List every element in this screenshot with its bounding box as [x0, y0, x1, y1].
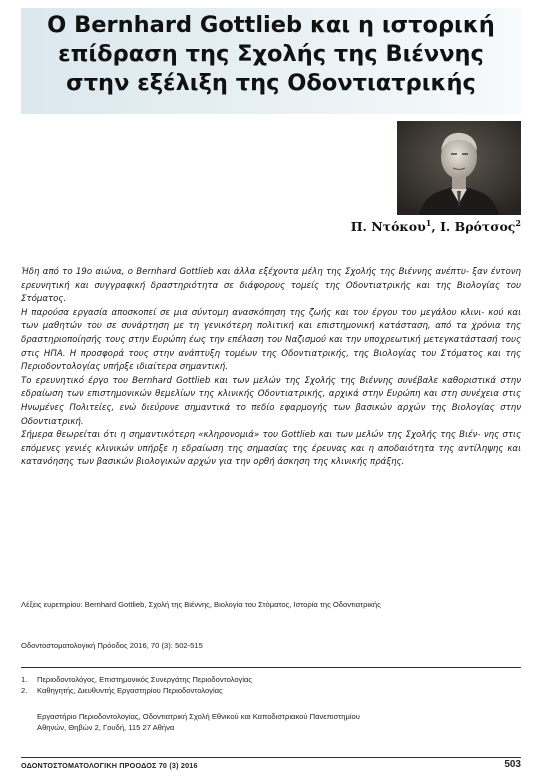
article-title	[21, 11, 521, 98]
page-number: 503	[504, 759, 521, 770]
abstract-paragraph-1: Ήδη από το 19ο αιώνα, ο Bernhard Gottlieb και άλλα εξέχοντα μέλη της Σχολής της Βιέννης ανέπτυ- ξαν έντονη ερευνητική και συγγραφική δραστηριότητα σε διάφορους τομείς της Οδοντιατρικής και της Βιολογίας του Στόματος.	[21, 267, 521, 305]
author-portrait-photo	[397, 121, 521, 215]
journal-citation: Οδοντοστοματολογική Πρόοδος 2016, 70 (3): 502-515	[21, 641, 203, 650]
affiliation-item	[21, 674, 521, 685]
address-line-2: Αθηνών, Θηβών 2, Γουδή, 115 27 Αθήνα	[37, 723, 175, 732]
keywords-label: Λέξεις ευρετηρίου:	[21, 600, 83, 609]
keywords-text: Bernhard Gottlieb, Σχολή της Βιέννης, Βιολογία του Στόματος, Ιστορία της Οδοντιατρικής	[84, 600, 381, 609]
keywords	[21, 600, 521, 609]
footer-journal-name: ΟΔΟΝΤΟΣΤΟΜΑΤΟΛΟΓΙΚΗ ΠΡΟΟΔΟΣ 70 (3) 2016	[21, 761, 198, 770]
affiliation-number: 2.	[21, 686, 28, 695]
affiliations-list	[21, 674, 521, 696]
affiliation-text: Καθηγητής, Διευθυντής Εργαστηρίου Περιοδοντολογίας	[37, 686, 223, 695]
title-line-3: στην εξέλιξη της Οδοντιατρικής	[66, 70, 476, 96]
affiliations-divider	[21, 667, 521, 668]
author-affiliation-1: 1	[425, 218, 432, 228]
institution-address	[37, 711, 507, 733]
footer-divider	[21, 757, 521, 758]
affiliation-item	[21, 685, 521, 696]
author-name-2: Ι. Βρότσος	[440, 219, 516, 235]
abstract-paragraph-3: Το ερευνητικό έργο του Bernhard Gottlieb και των μελών της Σχολής της Βιέννης συνέβαλε καθοριστικά στην εδραίωση των επιστημονικών θεμελίων της κλινικής Οδοντιατρικής, αρχικά στην Ευρώπη και στη συνέχεια στις Ηνωμένες Πολιτείες, ενώ διεύρυνε σημαντικά το πεδίο εφαρμογής των βασικών αρχών της Βιολογίας στην Οδοντιατρική.	[21, 375, 521, 427]
author-name-1: Π. Ντόκου	[350, 219, 426, 235]
address-line-1: Εργαστήριο Περιοδοντολογίας, Οδοντιατρική Σχολή Εθνικού και Καποδιστριακού Πανεπιστημίου	[37, 712, 360, 721]
title-line-2: επίδραση της Σχολής της Βιέννης	[58, 41, 484, 67]
author-separator: ,	[431, 219, 441, 235]
title-line-1: Ο Bernhard Gottlieb και η ιστορική	[47, 12, 495, 38]
author-line	[0, 218, 521, 234]
portrait-illustration	[397, 121, 521, 215]
affiliation-number: 1.	[21, 675, 28, 684]
abstract-paragraph-2: Η παρούσα εργασία αποσκοπεί σε μια σύντομη ανασκόπηση της ζωής και του έργου του μεγάλου κλινι- κού και των μαθητών του σε συνάρτηση με τη γενικότερη πολιτική και επιστημονική κατάσταση, από τα χρόνια της δραστηριοποίησής τους στην Ευρώπη έως την επέλαση του Ναζισμού και την υποχρεωτική μετεγκατάστασή τους στις ΗΠΑ. Η προσφορά τους στην ανάπτυξη τομέων της Οδοντιατρικής, της Βιολογίας του Στόματος και της Περιοδοντολογίας υπήρξε ιδιαίτερα σημαντική.	[21, 307, 521, 373]
abstract	[21, 266, 521, 470]
affiliation-text: Περιοδοντολόγος, Επιστημονικός Συνεργάτης Περιοδοντολογίας	[37, 675, 253, 684]
abstract-paragraph-4: Σήμερα θεωρείται ότι η σημαντικότερη «κληρονομιά» του Gottlieb και των μελών της Σχολής της Βιέν- νης στις επόμενες γενιές κλινικών υπήρξε η εδραίωση της σημασίας της έρευνας και η αποδαιότητα της αντίληψης και κατανόησης των βασικών βιολογικών αρχών για την ορθή άσκηση της κλινικής πράξης.	[21, 430, 521, 468]
author-affiliation-2: 2	[515, 218, 521, 228]
